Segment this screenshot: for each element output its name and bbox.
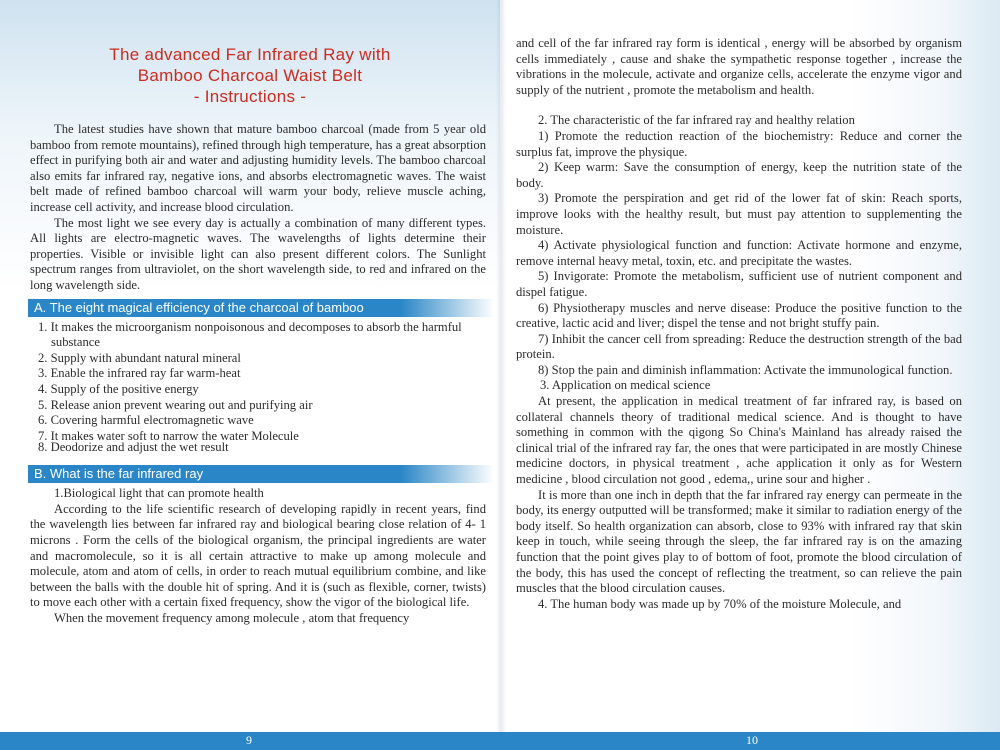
characteristic-item: 4) Activate physiological function and function: Activate hormone and enzyme, remove internal heavy metal, toxin, etc. and precipitate the wastes.: [516, 238, 962, 268]
left-column: [30, 122, 486, 627]
title-line-2: Bamboo Charcoal Waist Belt: [137, 66, 363, 85]
characteristic-item: 6) Physiotherapy muscles and nerve disease: Produce the positive function to the creative, lactic acid and liver; dispel the tense and not bright stuffy pain.: [516, 300, 962, 331]
section-a-heading: A. The eight magical efficiency of the charcoal of bamboo: [28, 299, 494, 317]
section-b-paragraph-2: When the movement frequency among molecule , atom that frequency: [54, 611, 410, 626]
list-item: 2. Supply with abundant natural mineral: [38, 350, 241, 365]
intro-paragraph-2: The most light we see every day is actually a combination of many different types. All lights are electro-magnetic waves. The wavelengths of lights determine their properties. Visible or invisible light can also present different colors. The Sunlight spectrum ranges from ultraviolet, on the short wavelength side, to red and infrared on the long wavelength side.: [30, 215, 486, 292]
characteristic-item: 3) Promote the perspiration and get rid of the lower fat of skin: Reach sports, improve looks with the healthy result, but must pay attention to supplementing the moisture.: [516, 191, 962, 237]
section-3-paragraph-2: It is more than one inch in depth that the far infrared ray energy can permeate in the body, its energy outputted will be transformed; make it similar to radiation energy of the body itself. So health organization can absorb, close to 93% with infrared ray that skin keep in touch, while seeing through the sleep, the far infrared ray is on the amazing function that the point gives play to of bottom of foot, promote the blood circulation of the body, this has used the concept of reflecting the treatment, so can relieve the pain muscles that the blood circulation causes.: [516, 487, 962, 596]
characteristic-item: 5) Invigorate: Promote the metabolism, sufficient use of nutrient component and dispel fatigue.: [516, 269, 962, 299]
efficiency-list: [30, 320, 486, 456]
section-4-heading: 4. The human body was made up by 70% of the moisture Molecule, and: [538, 596, 902, 611]
list-item: 4. Supply of the positive energy: [38, 381, 199, 396]
section-b-heading: B. What is the far infrared ray: [28, 465, 494, 483]
document-title: [40, 44, 460, 107]
section-2-heading: 2. The characteristic of the far infrared ray and healthy relation: [538, 113, 855, 128]
characteristic-item: 1) Promote the reduction reaction of the biochemistry: Reduce and corner the surplus fat, improve the physique.: [516, 128, 962, 159]
section-3-heading: 3. Application on medical science: [540, 378, 711, 393]
section-b-subheading: 1.Biological light that can promote health: [54, 486, 264, 501]
page-number-right: 10: [746, 733, 758, 747]
list-item: 3. Enable the infrared ray far warm-heat: [38, 366, 241, 381]
list-item: 6. Covering harmful electromagnetic wave: [38, 413, 254, 428]
intro-paragraph-1: The latest studies have shown that mature bamboo charcoal (made from 5 year old bamboo from remote mountains), refined through high temperature, has a great absorption effect in purifying both air and water and adjusting humidity levels. The bamboo charcoal also emits far infrared ray, negative ions, and absorbs electromagnetic waves. The waist belt made of refined bamboo charcoal will warm your body, relieve muscle aching, increase cell activity, and increase blood circulation.: [30, 122, 486, 214]
characteristic-item: 2) Keep warm: Save the consumption of energy, keep the nutrition state of the body.: [516, 160, 962, 190]
list-item: 1. It makes the microorganism nonpoisonous and decomposes to absorb the harmful substance: [38, 319, 462, 350]
section-b-paragraph-1: According to the life scientific research of developing rapidly in recent years, find the wavelength lies between far infrared ray and biological bearing close relation of 4- 1 microns . Form the cells of the biological organism, the principal ingredients are water and macromolecule, so it is all certain attractive to make up among molecule and molecule, atom and atom of cells, in order to reach mutual equilibrium combine, and like between the balls with the double hit of spring. And it is (such as flexible, corner, twists) to move each other with a certain fixed frequency, show the vigor of the biological life.: [30, 501, 486, 610]
title-line-3: - Instructions -: [193, 87, 307, 106]
title-line-1: The advanced Far Infrared Ray with: [109, 45, 391, 64]
list-item: 8. Deodorize and adjust the wet result: [38, 439, 229, 454]
characteristic-item: 7) Inhibit the cancer cell from spreading: Reduce the destruction strength of the bad protein.: [516, 331, 962, 362]
footer-bar: [0, 732, 1000, 750]
page-gutter: [496, 0, 506, 732]
list-item: 5. Release anion prevent wearing out and purifying air: [38, 397, 313, 412]
section-3-paragraph-1: At present, the application in medical treatment of far infrared ray, is based on collateral channels theory of traditional medical science. And is thought to have something in common with the qigong So China's Mainland has already raised the clinical trial of the infrared ray far, the ones that were participated in are mostly Chinese medicine doctors, in physical treatment , ache application it only as for Western medicine , blood circulation not good , edema,, urine sour and higher .: [516, 394, 962, 487]
right-column: [516, 36, 962, 612]
list-item: 7. It makes water soft to narrow the water Molecule: [38, 428, 299, 440]
page-number-left: 9: [246, 733, 252, 747]
characteristic-item: 8) Stop the pain and diminish inflammation: Activate the immunological function.: [538, 362, 953, 377]
continued-paragraph: and cell of the far infrared ray form is identical , energy will be absorbed by organism cells immediately , cause and shake the sympathetic response together , increase the vibrations in the molecule, activate and organize cells, accelerate the enzyme vigor and supply of the nutrient , promote the metabolism and health.: [516, 36, 962, 97]
